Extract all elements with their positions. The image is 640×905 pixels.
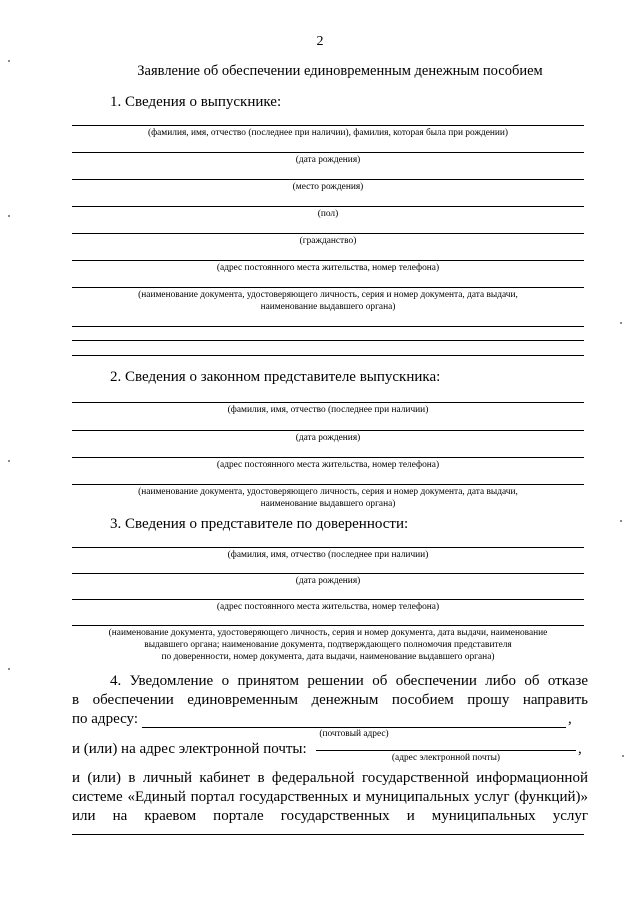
page-number: 2 <box>316 34 324 49</box>
scan-mark <box>8 668 10 670</box>
blank-line[interactable] <box>72 355 584 356</box>
postal-address-comma: , <box>568 711 572 727</box>
id-document-caption-line2: наименование выдавшего органа) <box>260 302 396 312</box>
blank-line[interactable] <box>72 326 584 327</box>
email-label: и (или) на адрес электронной почты: <box>72 741 307 757</box>
citizenship-caption: (гражданство) <box>299 236 357 246</box>
section3-heading: 3. Сведения о представителе по доверенности: <box>110 516 409 532</box>
section2-heading: 2. Сведения о законном представителе выпускника: <box>110 369 441 385</box>
rep-full-name-caption: (фамилия, имя, отчество (последнее при наличии) <box>227 405 429 415</box>
citizenship-field[interactable] <box>72 233 584 234</box>
proxy-document-field[interactable] <box>72 625 584 626</box>
section4-line2: в обеспечении единовременным денежным пособием прошу направить <box>72 692 588 708</box>
birth-date-caption: (дата рождения) <box>295 155 361 165</box>
proxy-document-caption-line2: выдавшего органа; наименование документа, подтверждающего полномочия представителя <box>144 640 512 650</box>
scan-mark <box>622 755 624 757</box>
section4-line1: 4. Уведомление о принятом решении об обеспечении либо об отказе <box>110 673 588 689</box>
document-title: Заявление об обеспечении единовременным денежным пособием <box>137 63 543 79</box>
proxy-full-name-field[interactable] <box>72 547 584 548</box>
rep-full-name-field[interactable] <box>72 402 584 403</box>
proxy-address-field[interactable] <box>72 599 584 600</box>
email-comma: , <box>578 741 582 757</box>
full-name-caption: (фамилия, имя, отчество (последнее при наличии), фамилия, которая была при рождении) <box>147 128 509 138</box>
birth-place-caption: (место рождения) <box>292 182 364 192</box>
birth-date-field[interactable] <box>72 152 584 153</box>
proxy-birth-date-caption: (дата рождения) <box>295 576 361 586</box>
sex-caption: (пол) <box>317 209 339 219</box>
scan-mark <box>8 460 10 462</box>
id-document-field[interactable] <box>72 287 584 288</box>
scan-mark <box>620 520 622 522</box>
blank-line[interactable] <box>72 340 584 341</box>
rep-id-document-caption-line1: (наименование документа, удостоверяющего личность, серия и номер документа, дата выдачи, <box>138 487 518 497</box>
full-name-field[interactable] <box>72 125 584 126</box>
scan-mark <box>8 60 10 62</box>
address-phone-field[interactable] <box>72 260 584 261</box>
scan-mark <box>8 215 10 217</box>
email-field[interactable] <box>316 750 576 751</box>
address-phone-caption: (адрес постоянного места жительства, номер телефона) <box>216 263 440 273</box>
proxy-birth-date-field[interactable] <box>72 573 584 574</box>
proxy-document-caption-line3: по доверенности, номер документа, дата выдачи, наименование выдавшего органа) <box>161 652 495 662</box>
postal-address-label: по адресу: <box>72 711 139 727</box>
portal-blank-line[interactable] <box>72 834 584 835</box>
portal-paragraph-line1: и (или) в личный кабинет в федеральной государственной информационной <box>72 770 588 786</box>
proxy-address-caption: (адрес постоянного места жительства, номер телефона) <box>216 602 440 612</box>
rep-address-field[interactable] <box>72 457 584 458</box>
rep-id-document-caption-line2: наименование выдавшего органа) <box>260 499 396 509</box>
sex-field[interactable] <box>72 206 584 207</box>
rep-id-document-field[interactable] <box>72 484 584 485</box>
proxy-document-caption-line1: (наименование документа, удостоверяющего личность, серия и номер документа, дата выдачи, наименование <box>108 628 548 638</box>
portal-paragraph-line3: или на краевом портале государственных и муниципальных услуг <box>72 808 588 824</box>
proxy-full-name-caption: (фамилия, имя, отчество (последнее при наличии) <box>227 550 429 560</box>
email-caption: (адрес электронной почты) <box>391 753 501 763</box>
id-document-caption-line1: (наименование документа, удостоверяющего личность, серия и номер документа, дата выдачи, <box>138 290 518 300</box>
birth-place-field[interactable] <box>72 179 584 180</box>
rep-birth-date-field[interactable] <box>72 430 584 431</box>
scan-mark <box>620 322 622 324</box>
section1-heading: 1. Сведения о выпускнике: <box>110 94 282 110</box>
rep-address-caption: (адрес постоянного места жительства, номер телефона) <box>216 460 440 470</box>
postal-address-caption: (почтовый адрес) <box>319 729 389 739</box>
portal-paragraph-line2: системе «Единый портал государственных и муниципальных услуг (функций)» <box>72 789 588 805</box>
rep-birth-date-caption: (дата рождения) <box>295 433 361 443</box>
